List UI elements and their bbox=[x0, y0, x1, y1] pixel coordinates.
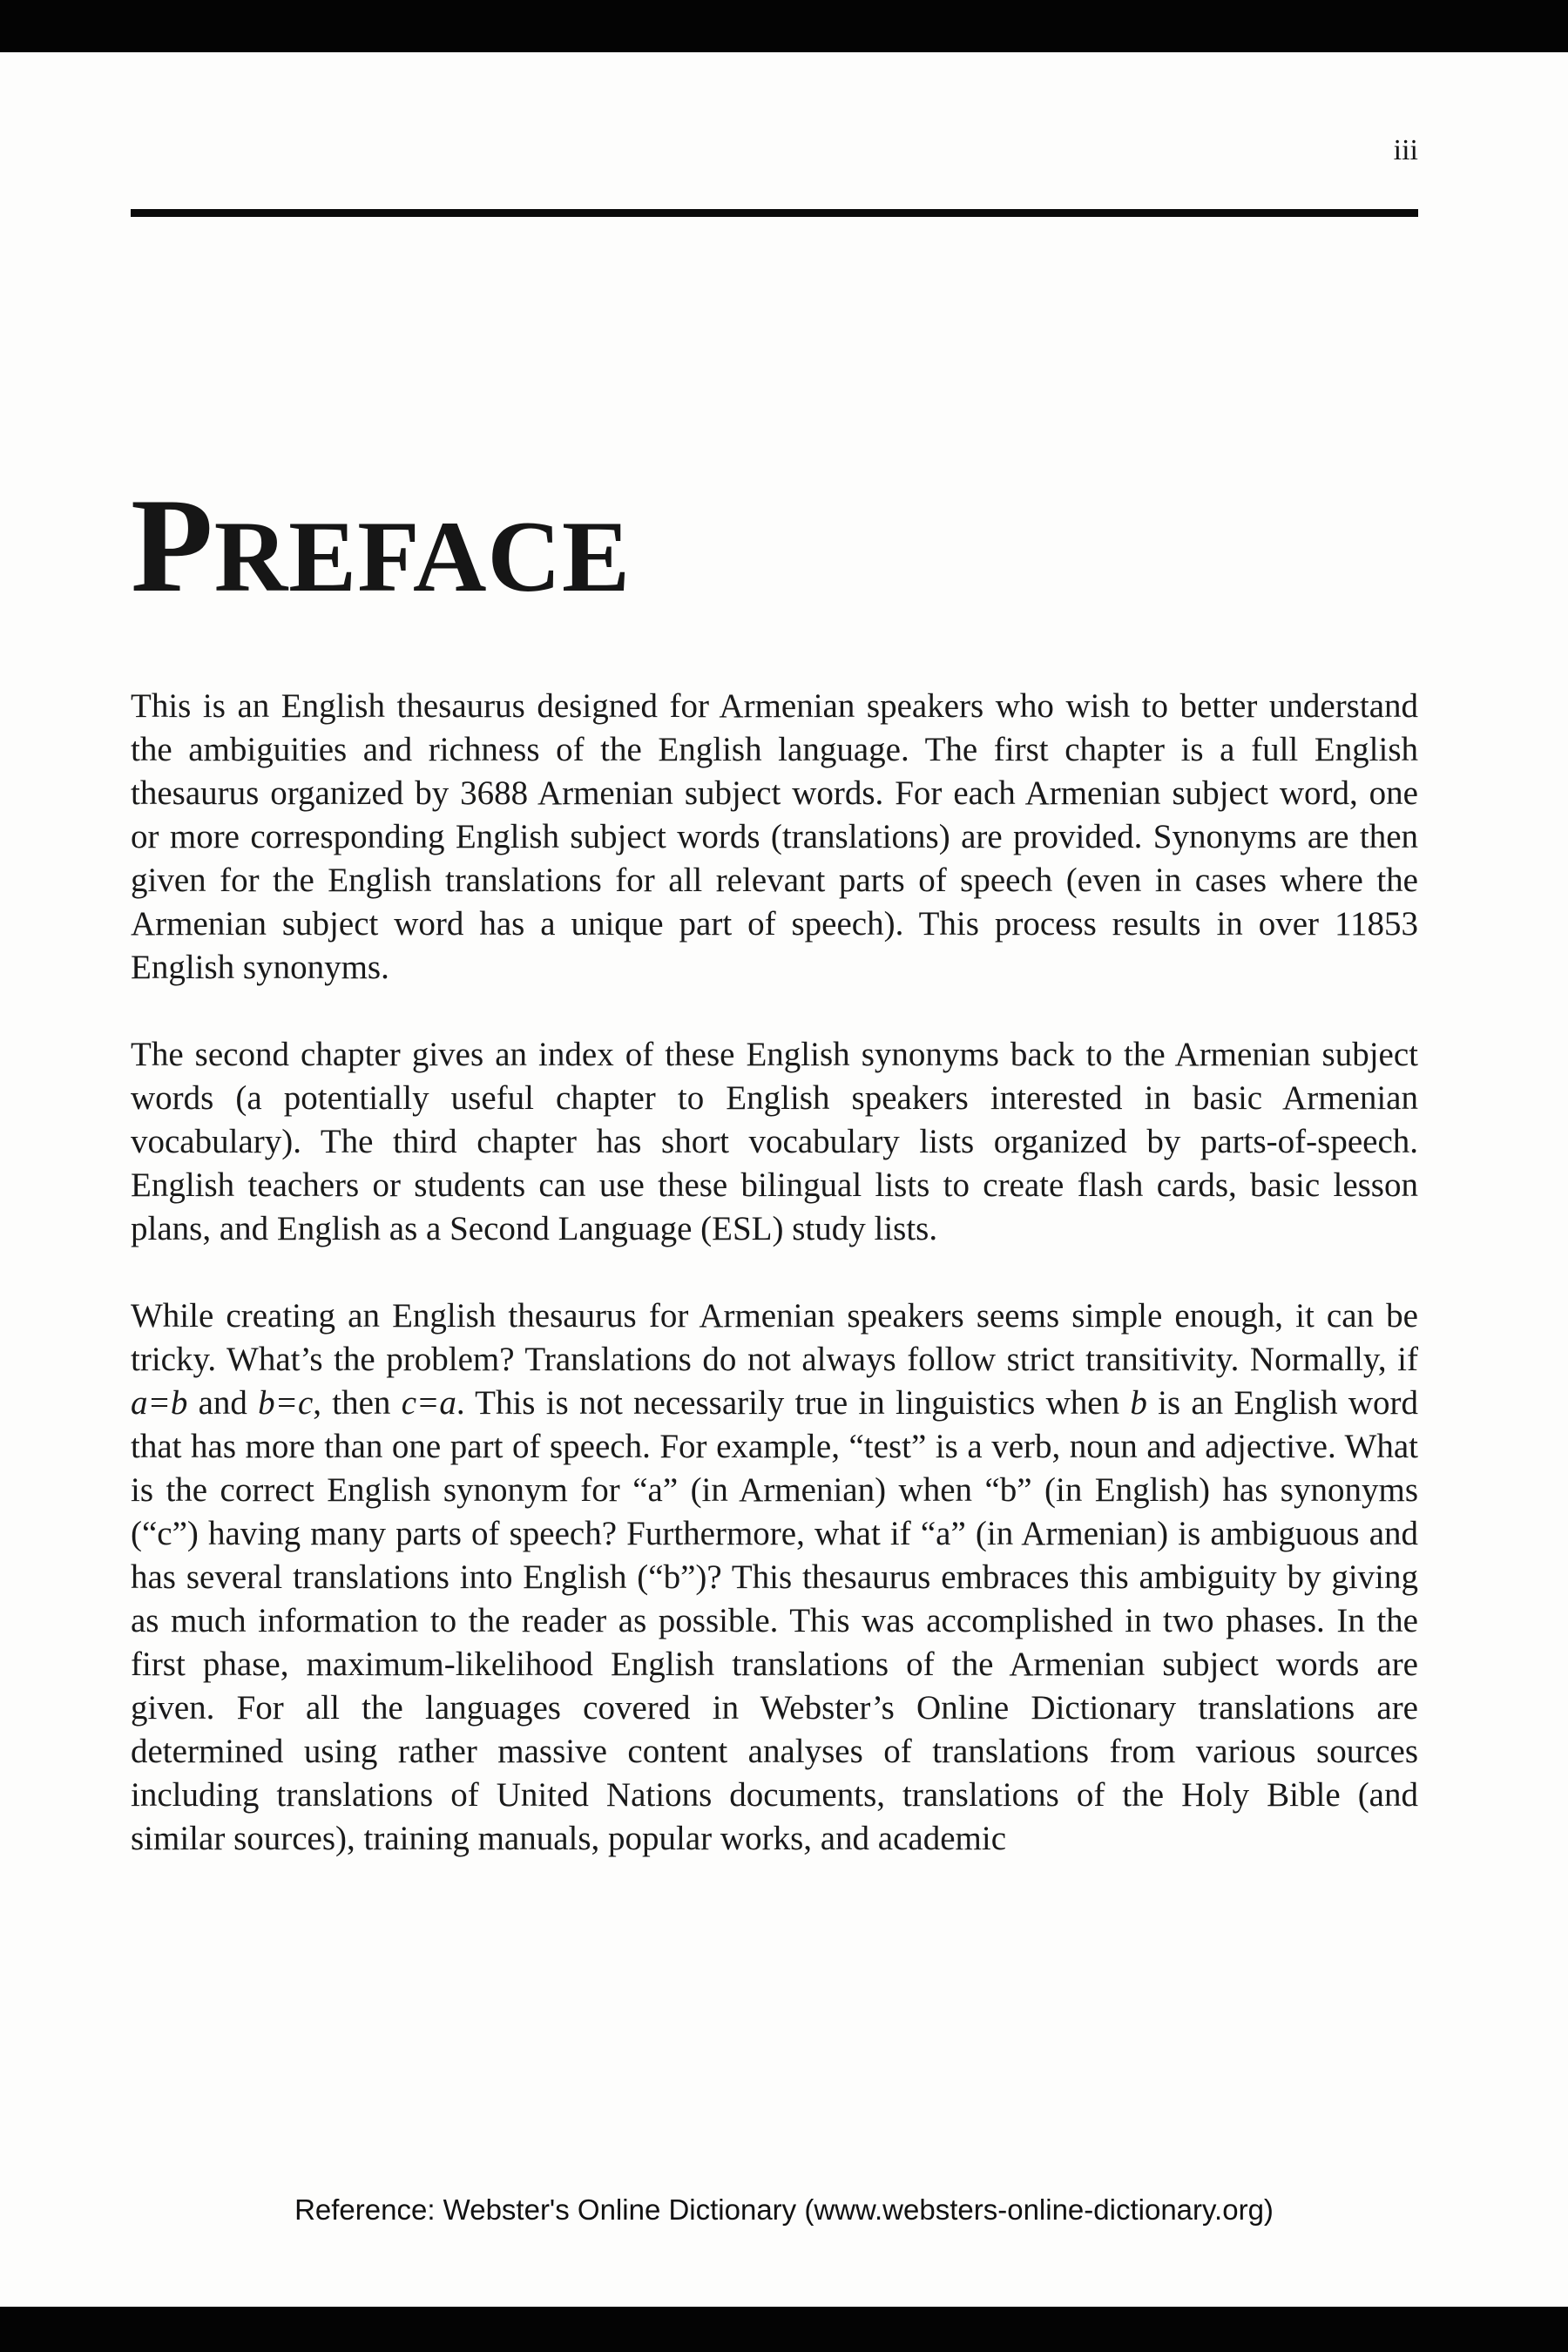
text-segment: is an English word that has more than one part of speech. For example, “test” is a verb, noun and adjective. What is the correct English synonym for “a” (in Armenian) when “b” (in English) has synonyms (“c”) having many parts of speech? Furthermore, what if “a” (in Armenian) is ambiguous and has several translations into English (“b”)? This thesaurus embraces this ambiguity by giving as much information to the reader as possible. This was accomplished in two phases. In the first phase, maximum-likelihood English translations of the Armenian subject words are given. For all the languages covered in Webster’s Online Dictionary translations are determined using rather massive content analyses of translations from various sources including translations of United Nations documents, translations of the Holy Bible (and similar sources), training manuals, popular works, and academic bbox=[131, 1384, 1418, 1857]
scan-edge-bottom bbox=[0, 2307, 1568, 2352]
paragraph-1: This is an English thesaurus designed for Armenian speakers who wish to better understand the ambiguities and richness of the English language. The first chapter is a full English thesaurus organized by 3688 Armenian subject words. For each Armenian subject word, one or more corresponding English subject words (translations) are provided. Synonyms are then given for the English translations for all relevant parts of speech (even in cases where the Armenian subject word has a unique part of speech). This process results in over 11853 English synonyms. bbox=[131, 687, 1418, 986]
book-page bbox=[0, 52, 1568, 2307]
italic-text-segment: b=c bbox=[258, 1384, 314, 1422]
italic-text-segment: c=a bbox=[401, 1384, 456, 1422]
text-segment: . This is not necessarily true in linguistics when bbox=[456, 1384, 1131, 1422]
text-segment: While creating an English thesaurus for Armenian speakers seems simple enough, it can be tricky. What’s the problem? Translations do not always follow strict transitivity. Normally, if bbox=[131, 1297, 1418, 1378]
chapter-title-initial: P bbox=[131, 470, 214, 620]
body-text bbox=[131, 685, 1418, 1861]
italic-text-segment: a=b bbox=[131, 1384, 188, 1422]
page-number: iii bbox=[1393, 134, 1418, 166]
paragraph-3 bbox=[131, 1294, 1418, 1861]
chapter-title-rest: REFACE bbox=[213, 501, 632, 613]
scan-edge-top bbox=[0, 0, 1568, 52]
page-content bbox=[0, 52, 1568, 1861]
chapter-title bbox=[131, 470, 1418, 620]
paragraph-2: The second chapter gives an index of these English synonyms back to the Armenian subject words (a potentially useful chapter to English speakers interested in basic Armenian vocabulary). The third chapter has short vocabulary lists organized by parts-of-speech. English teachers or students can use these bilingual lists to create flash cards, basic lesson plans, and English as a Second Language (ESL) study lists. bbox=[131, 1036, 1418, 1247]
italic-text-segment: b bbox=[1130, 1384, 1147, 1422]
header-rule bbox=[131, 209, 1418, 217]
text-segment: , then bbox=[313, 1384, 402, 1422]
text-segment: and bbox=[187, 1384, 259, 1422]
reference-footer: Reference: Webster's Online Dictionary (www.websters-online-dictionary.org) bbox=[294, 2193, 1274, 2226]
